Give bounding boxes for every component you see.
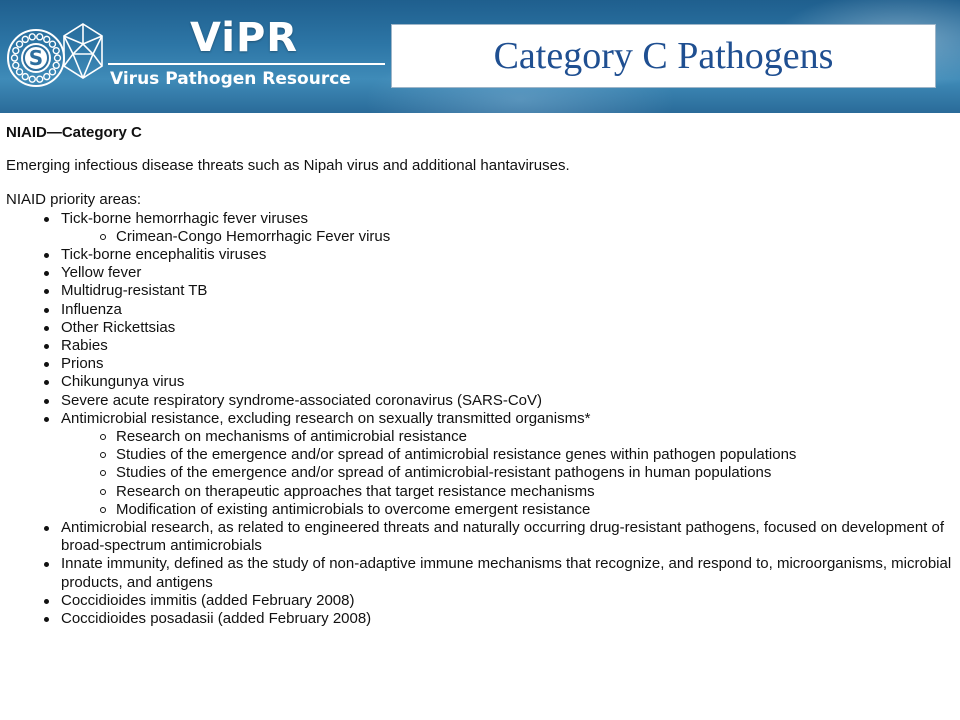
list-item-text: Influenza [61, 300, 122, 318]
list-item-text: Innate immunity, defined as the study of non-adaptive immune mechanisms that recognize, and respond to, microorganisms, microbial products, and antigens [61, 555, 952, 591]
sub-list-item-text: Research on therapeutic approaches that target resistance mechanisms [116, 482, 595, 500]
list-item [6, 373, 956, 391]
list-item-text: Other Rickettsias [61, 318, 176, 336]
priority-areas-label: NIAID priority areas: [6, 191, 142, 209]
logo-divider [108, 63, 385, 65]
sub-list-item [61, 464, 956, 482]
list-item [6, 246, 956, 264]
sub-list [61, 228, 956, 246]
list-item [6, 592, 956, 610]
list-item [6, 210, 956, 246]
list-item-text: Tick-borne encephalitis viruses [61, 246, 267, 264]
sub-list-item [61, 446, 956, 464]
logo-title: ViPR [190, 15, 299, 61]
list-item [6, 282, 956, 300]
intro-paragraph: Emerging infectious disease threats such as Nipah virus and additional hantaviruses. [6, 157, 570, 175]
priority-list-5 [6, 610, 956, 628]
list-item [6, 319, 956, 337]
sub-list-item-text: Modification of existing antimicrobials to overcome emergent resistance [116, 500, 591, 518]
sub-list-item-text: Studies of the emergence and/or spread of antimicrobial-resistant pathogens in human populations [116, 464, 772, 482]
sub-list-item-text: Crimean-Congo Hemorrhagic Fever virus [116, 227, 391, 245]
document-body [6, 124, 956, 628]
slide-title: Category C Pathogens [493, 35, 834, 77]
header-banner [0, 0, 960, 113]
list-item-text: Antimicrobial research, as related to engineered threats and naturally occurring drug-resistant pathogens, focused on development of broad-spectrum antimicrobials [61, 519, 945, 555]
slide-title-box [391, 24, 936, 88]
list-item-text: Rabies [61, 337, 108, 355]
list-item-text: Severe acute respiratory syndrome-associated coronavirus (SARS-CoV) [61, 391, 543, 409]
list-item [6, 392, 956, 410]
svg-text:S: S [28, 46, 44, 70]
sub-list-item [61, 483, 956, 501]
section-heading: NIAID—Category C [6, 124, 142, 141]
priority-list-2 [6, 246, 956, 519]
list-item [6, 264, 956, 282]
virus-emblem-icon [6, 14, 106, 100]
list-item [6, 519, 956, 555]
list-item-text: Antimicrobial resistance, excluding research on sexually transmitted organisms* [61, 409, 591, 427]
sub-list-item [61, 501, 956, 519]
list-item [6, 337, 956, 355]
list-item [6, 301, 956, 319]
list-item-text: Tick-borne hemorrhagic fever viruses [61, 209, 309, 227]
sub-list-item [61, 428, 956, 446]
priority-list-3 [6, 519, 956, 592]
priority-list-1 [6, 210, 956, 246]
list-item [6, 355, 956, 373]
logo-subtitle: Virus Pathogen Resource [110, 69, 351, 89]
sub-list [61, 428, 956, 519]
sub-list-item-text: Studies of the emergence and/or spread of antimicrobial resistance genes within pathogen populations [116, 446, 797, 464]
list-item-text: Yellow fever [61, 264, 142, 282]
list-item-text: Multidrug-resistant TB [61, 282, 208, 300]
list-item-text: Coccidioides immitis (added February 2008) [61, 591, 355, 609]
priority-list-4 [6, 592, 956, 610]
list-item [6, 610, 956, 628]
list-item [6, 410, 956, 519]
list-item [6, 555, 956, 591]
list-item-text: Coccidioides posadasii (added February 2008) [61, 610, 372, 628]
list-item-text: Chikungunya virus [61, 373, 185, 391]
sub-list-item-text: Research on mechanisms of antimicrobial resistance [116, 428, 467, 446]
sub-list-item [61, 228, 956, 246]
list-item-text: Prions [61, 355, 104, 373]
